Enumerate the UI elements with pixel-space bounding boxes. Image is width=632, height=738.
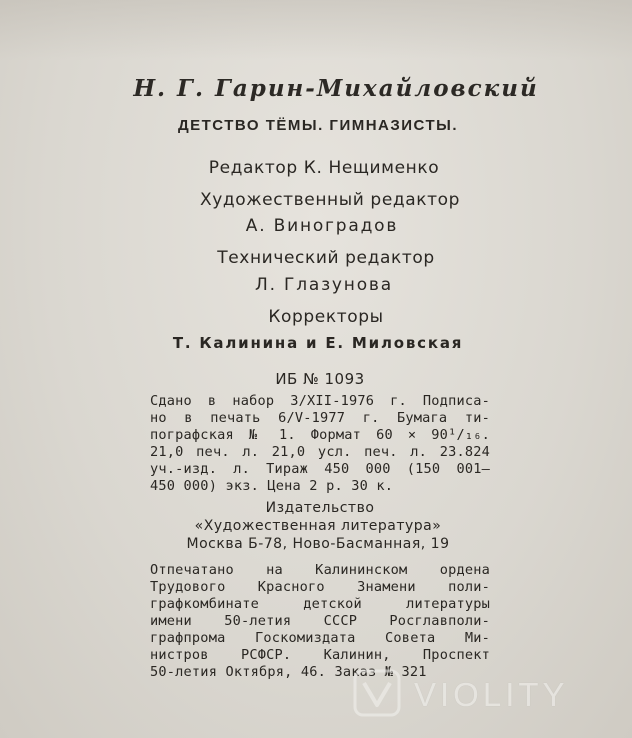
printer-block xyxy=(150,562,490,681)
printer-line: графпрома Госкомиздата Совета Ми- xyxy=(150,630,490,646)
publisher-address: Москва Б-78, Ново-Басманная, 19 xyxy=(186,536,450,552)
imprint-block xyxy=(150,393,490,495)
book-title: ДЕТСТВО ТЁМЫ. ГИМНАЗИСТЫ. xyxy=(177,117,459,134)
page-shadow xyxy=(0,0,632,60)
ib-number: ИБ № 1093 xyxy=(275,370,365,388)
watermark xyxy=(352,668,622,720)
tech-editor-name: Л. Глазунова xyxy=(255,275,393,295)
editor-credit: Редактор К. Нещименко xyxy=(208,158,440,178)
art-editor-role: Художественный редактор xyxy=(199,190,461,210)
printer-line: имени 50-летия СССР Росглавполи- xyxy=(150,613,490,629)
imprint-line: уч.-изд. л. Тираж 450 000 (150 001— xyxy=(150,461,490,477)
imprint-line: 21,0 печ. л. 21,0 усл. печ. л. 23.824 xyxy=(150,444,490,460)
printer-line: Отпечатано на Калининском ордена xyxy=(150,562,490,578)
printer-line: нистров РСФСР. Калинин, Проспект xyxy=(150,647,490,663)
imprint-line: но в печать 6/V-1977 г. Бумага ти- xyxy=(150,410,490,426)
printer-line: 50-летия Октября, 46. Заказ № 321 xyxy=(150,664,427,680)
publisher-label: Издательство xyxy=(265,500,375,516)
art-editor-name: А. Виноградов xyxy=(245,216,399,236)
correctors-role: Корректоры xyxy=(268,307,384,327)
imprint-line: 450 000) экз. Цена 2 р. 30 к. xyxy=(150,478,394,494)
printer-line: графкомбинате детской литературы xyxy=(150,596,490,612)
tech-editor-role: Технический редактор xyxy=(217,248,435,268)
printer-line: Трудового Красного Знамени поли- xyxy=(150,579,490,595)
publisher-name: «Художественная литература» xyxy=(194,518,442,534)
imprint-line: Сдано в набор 3/XII-1976 г. Подписа- xyxy=(150,393,490,409)
watermark-text: VIOLITY xyxy=(414,676,569,713)
imprint-line: пографская № 1. Формат 60 × 90¹/₁₆. xyxy=(150,427,490,443)
correctors-names: Т. Калинина и Е. Миловская xyxy=(172,334,464,352)
violity-logo-icon xyxy=(352,668,402,718)
book-author: Н. Г. Гарин-Михайловский xyxy=(133,75,539,102)
